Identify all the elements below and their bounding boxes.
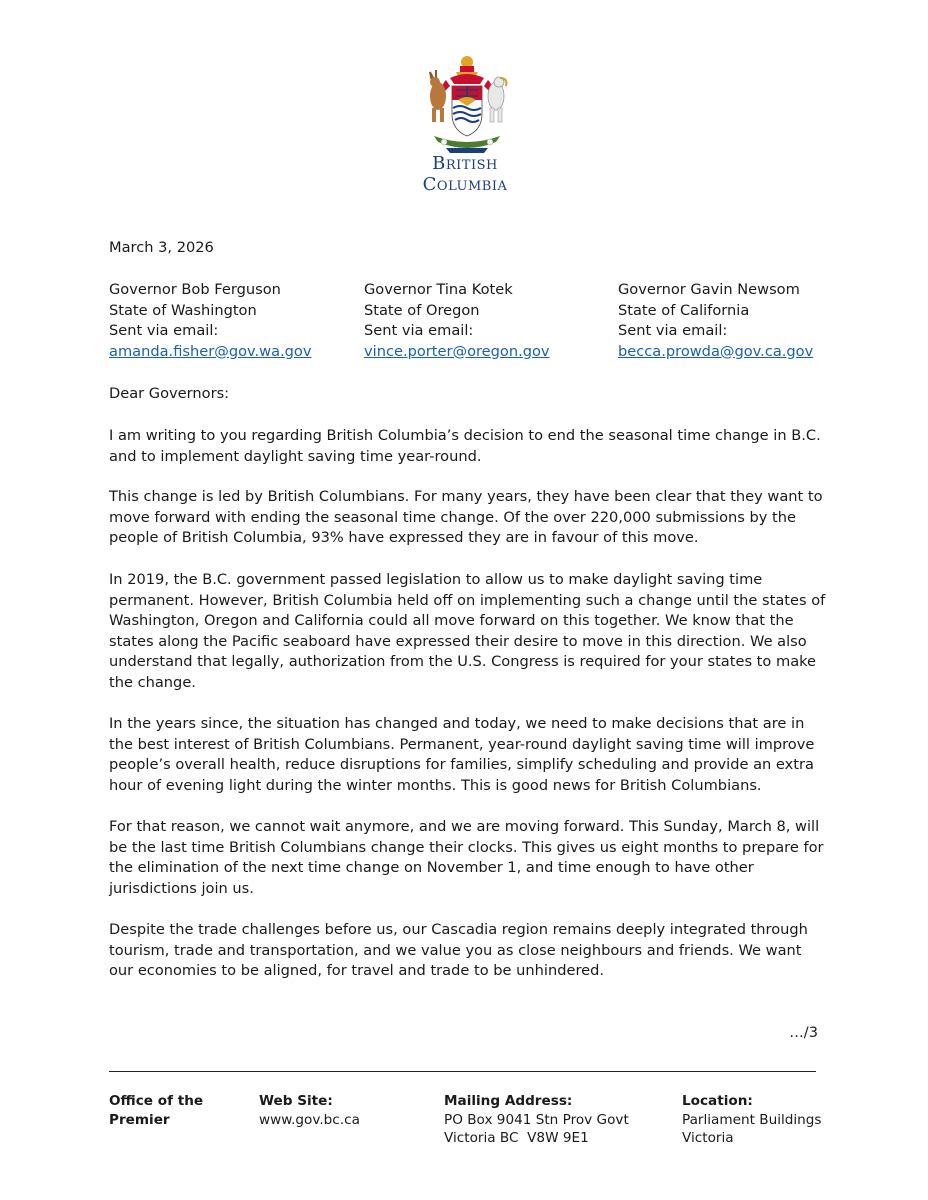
recipient-via: Sent via email: [364,322,474,339]
footer-location-line-2: Victoria [682,1130,734,1146]
recipient-name: Governor Tina Kotek [364,281,513,298]
recipient-name: Governor Gavin Newsom [618,281,800,298]
letter-date: March 3, 2026 [109,239,214,256]
recipient-state: State of California [618,301,750,319]
page-continuation-marker: …/3 [789,1024,818,1041]
body-paragraph: In 2019, the B.C. government passed legislation to allow us to make daylight saving time permanent. However, British Columbia held off on implementing such a change until the states of Washington, Oregon and California could all move forward on this together. We know that the states along the Pacific seaboard have expressed their desire to move in this direction. We also understand that legally, authorization from the U.S. Congress is required for your states to make the change. [109,571,826,691]
footer-location [682,1092,822,1148]
footer-location-line-1: Parliament Buildings [682,1111,822,1128]
body-paragraph: In the years since, the situation has changed and today, we need to make decisions that are in the best interest of British Columbians. Permanent, year-round daylight saving time will improve people’s overall health, reduce disruptions for families, simplify scheduling and provide an extra hour of evening light during the winter months. This is good news for British Columbians. [109,715,815,794]
body-paragraph: I am writing to you regarding British Columbia’s decision to end the seasonal time change in B.C. and to implement daylight saving time year-round. [109,427,821,465]
bc-wordmark [380,153,550,195]
footer-website-label: Web Site: [259,1093,333,1109]
body-paragraph: This change is led by British Columbians. For many years, they have been clear that they want to move forward with ending the seasonal time change. Of the over 220,000 submissions by the people of British Columbia, 93% have expressed they are in favour of this move. [109,488,823,546]
footer-mailing-line-1: PO Box 9041 Stn Prov Govt [444,1111,629,1128]
footer-mailing [444,1092,629,1148]
recipient-state: State of Oregon [364,301,480,319]
recipient-state: State of Washington [109,301,257,319]
footer-divider [109,1071,816,1072]
recipient-block [364,280,604,362]
recipient-via: Sent via email: [618,322,728,339]
recipient-block [618,280,858,362]
footer-website [259,1092,360,1129]
body-paragraph: Despite the trade challenges before us, our Cascadia region remains deeply integrated through tourism, trade and transportation, and we value you as close neighbours and friends. We want our economies to be aligned, for travel and trade to be unhindered. [109,921,808,979]
wordmark-line-2: Columbia [422,174,508,195]
wordmark-line-1: British [432,153,498,174]
footer-location-label: Location: [682,1093,753,1109]
footer-website-value[interactable]: www.gov.bc.ca [259,1111,360,1128]
recipient-email-link[interactable]: becca.prowda@gov.ca.gov [618,342,814,360]
body-paragraph: For that reason, we cannot wait anymore, and we are moving forward. This Sunday, March 8, will be the last time British Columbians change their clocks. This gives us eight months to prepare for the elimination of the next time change on November 1, and time enough to have other jurisdictions join us. [109,818,824,897]
footer-mailing-label: Mailing Address: [444,1093,573,1109]
recipient-block [109,280,349,362]
bc-coat-of-arms-icon [420,52,514,156]
recipient-name: Governor Bob Ferguson [109,281,281,298]
footer-office [109,1092,219,1129]
footer-mailing-line-2: Victoria BC V8W 9E1 [444,1130,589,1146]
salutation: Dear Governors: [109,385,230,402]
recipient-via: Sent via email: [109,322,219,339]
recipient-email-link[interactable]: amanda.fisher@gov.wa.gov [109,342,312,360]
footer-office-label: Office of the Premier [109,1093,204,1128]
recipient-email-link[interactable]: vince.porter@oregon.gov [364,342,550,360]
